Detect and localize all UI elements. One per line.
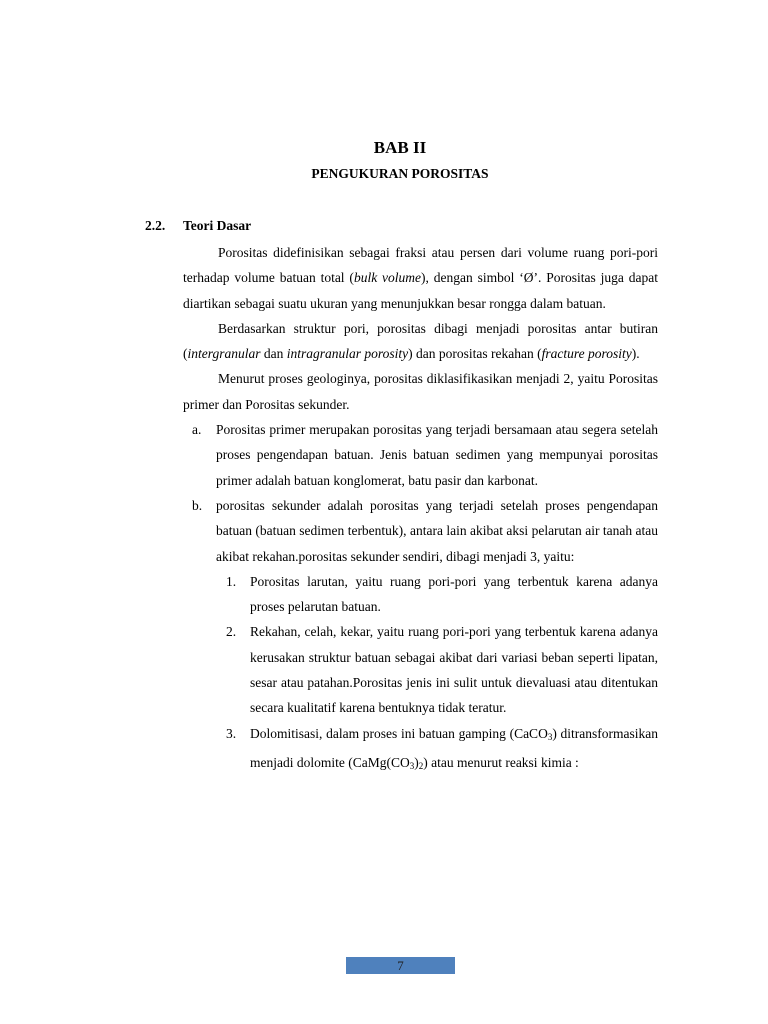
section-number: 2.2. bbox=[145, 218, 166, 233]
text-run: ) bbox=[414, 754, 419, 770]
list-item-text: Porositas primer merupakan porositas yang terjadi bersamaan atau segera setelah proses pengendapan batuan. Jenis batuan sedimen yang mempunyai porositas primer adalah batuan konglomerat, batu pasir dan karbonat. bbox=[216, 422, 658, 488]
italic-term: intragranular porosity bbox=[286, 346, 409, 362]
paragraph-text: ) dan porositas rekahan ( bbox=[408, 346, 542, 362]
paragraph-text: Porositas didefinisikan sebagai fraksi atau persen dari volume ruang pori-pori terhadap volume batuan total ( bbox=[183, 245, 658, 286]
sub-list-item-text: Rekahan, celah, kekar, yaitu ruang pori-pori yang terbentuk karena adanya kerusakan struktur batuan sebagai akibat dari variasi beban seperti lipatan, sesar atau patahan.Porositas jenis ini sulit untuk dievaluasi atau ditentukan secara kualitatif karena bentuknya tidak teratur. bbox=[250, 624, 658, 716]
secondary-porosity-list bbox=[216, 569, 658, 779]
chapter-label: BAB II bbox=[373, 138, 427, 157]
paragraph-text: dan bbox=[260, 346, 287, 362]
italic-term: fracture porosity bbox=[541, 346, 632, 362]
subscript: 3 bbox=[547, 731, 553, 742]
list-item bbox=[183, 493, 658, 779]
sub-list-item bbox=[225, 721, 658, 780]
paragraph-text: Berdasarkan struktur pori, porositas dibagi menjadi porositas antar butiran ( bbox=[183, 320, 658, 362]
subscript: 2 bbox=[418, 760, 424, 771]
list-item bbox=[183, 417, 658, 493]
sub-list-marker: 2. bbox=[226, 624, 237, 640]
list-marker: a. bbox=[192, 422, 202, 438]
chapter-title: PENGUKURAN POROSITAS bbox=[311, 166, 489, 181]
porosity-type-list bbox=[183, 417, 658, 779]
italic-term: intergranular bbox=[187, 346, 261, 362]
sub-list-item-text bbox=[250, 726, 658, 770]
sub-list-item-text: Porositas larutan, yaitu ruang pori-pori yang terbentuk karena adanya proses pelarutan batuan. bbox=[250, 573, 658, 615]
subscript: 3 bbox=[409, 760, 415, 771]
sub-list-item bbox=[225, 569, 658, 620]
document-body bbox=[183, 240, 658, 779]
sub-list-marker: 3. bbox=[226, 725, 237, 741]
paragraph-pore-structure bbox=[183, 316, 658, 367]
page-number: 7 bbox=[346, 957, 455, 974]
italic-term: bulk volume bbox=[353, 270, 422, 286]
list-item-text: porositas sekunder adalah porositas yang terjadi setelah proses pengendapan batuan (batuan sedimen terbentuk), antara lain akibat aksi pelarutan air tanah atau akibat rekahan.porositas sekunder sendiri, dibagi menjadi 3, yaitu: bbox=[216, 497, 658, 564]
text-run: Dolomitisasi, dalam proses ini batuan gamping (CaCO bbox=[250, 725, 548, 741]
paragraph-geology: Menurut proses geologinya, porositas diklasifikasikan menjadi 2, yaitu Porositas primer dan Porositas sekunder. bbox=[183, 371, 658, 412]
sub-list-marker: 1. bbox=[226, 573, 237, 589]
paragraph-text: ), dengan simbol ‘Ø’. Porositas juga dapat diartikan sebagai suatu ukuran yang menunjukkan besar rongga dalam batuan. bbox=[183, 270, 658, 311]
sub-list-item bbox=[225, 619, 658, 720]
section-title: Teori Dasar bbox=[183, 218, 252, 233]
text-run: ) atau menurut reaksi kimia : bbox=[423, 754, 579, 770]
list-marker: b. bbox=[192, 497, 203, 513]
paragraph-text: ). bbox=[631, 346, 640, 362]
text-run: ) ditransformasikan menjadi dolomite (CaMg(CO bbox=[250, 725, 659, 770]
paragraph-definition bbox=[183, 240, 658, 316]
